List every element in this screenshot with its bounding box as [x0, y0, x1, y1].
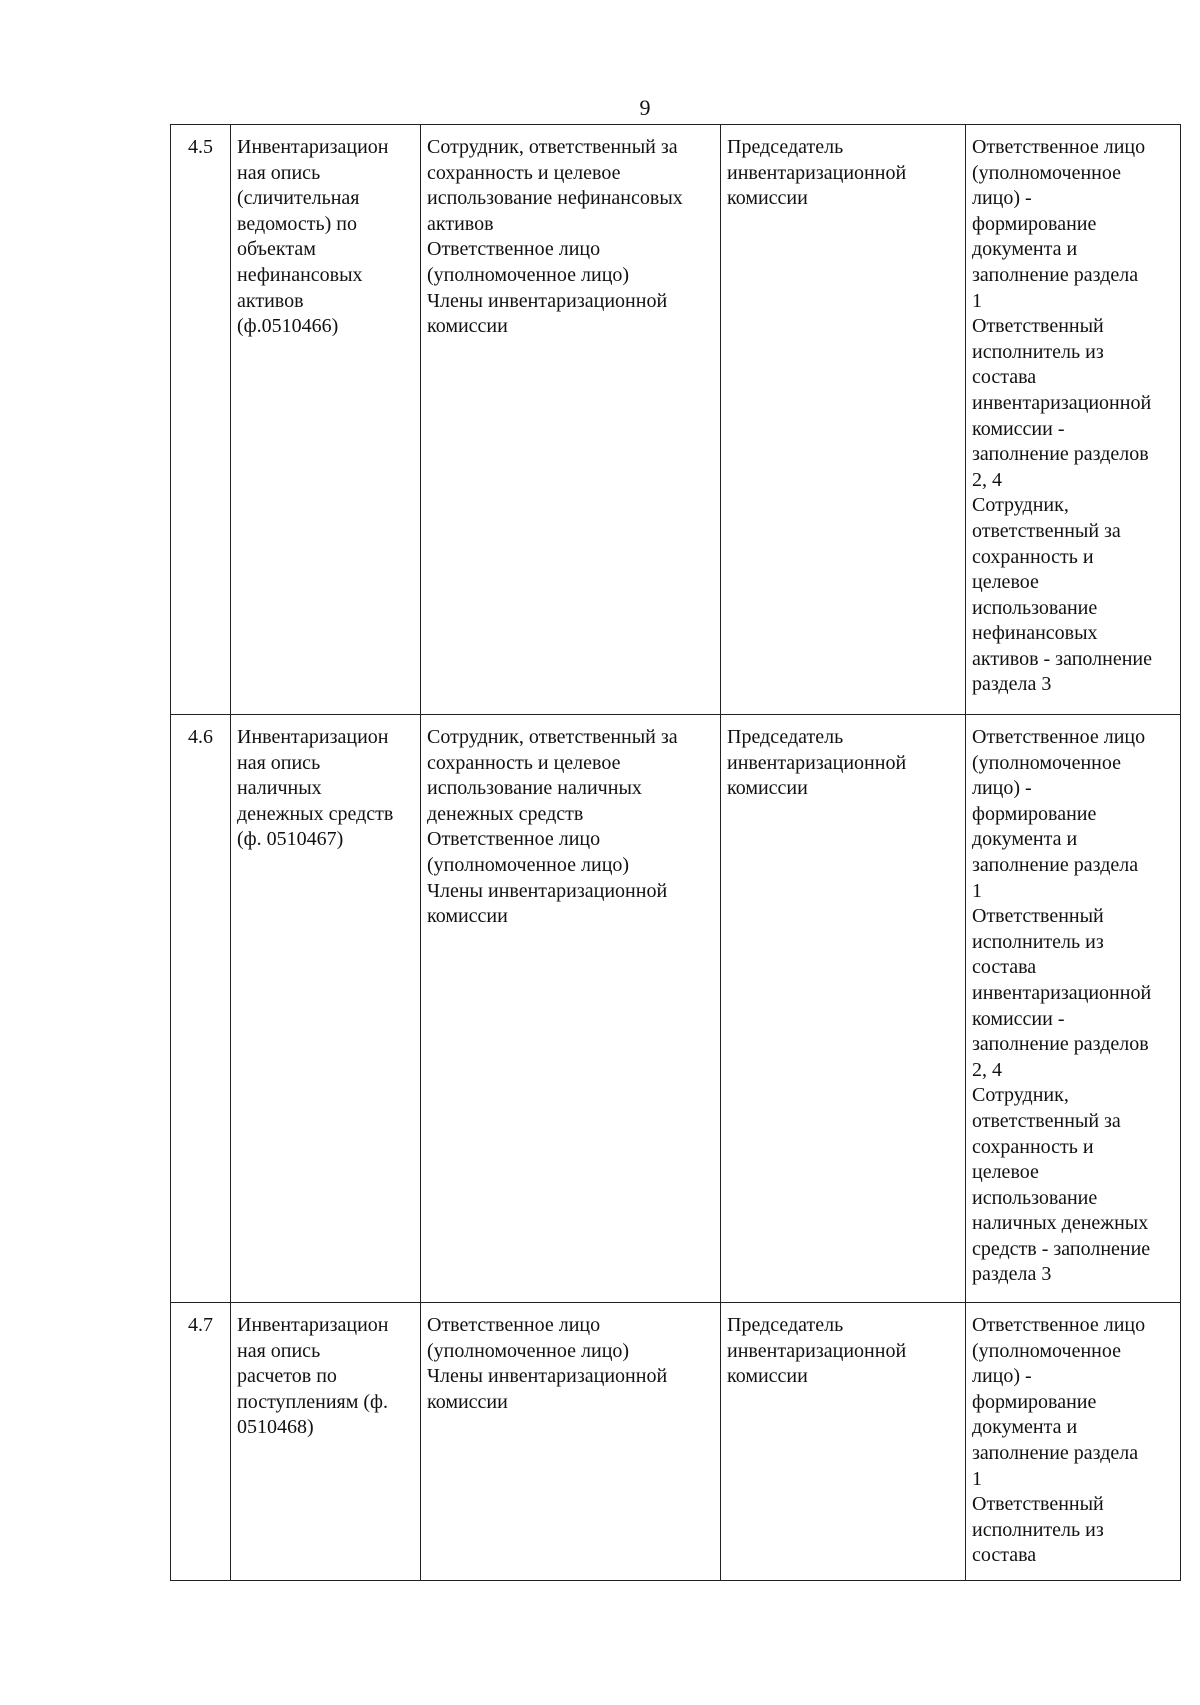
cell-text-line: заполнение разделов: [972, 1033, 1149, 1056]
cell-text-line: инвентаризационной: [727, 1339, 907, 1362]
cell-text-line: лицо) -: [972, 777, 1032, 800]
document-name-cell: [231, 1303, 421, 1581]
cell-text-line: комиссии -: [972, 417, 1065, 440]
cell-text-line: Сотрудник,: [972, 1084, 1069, 1107]
cell-text-line: использование нефинансовых: [427, 187, 683, 210]
cell-text-line: состава: [972, 956, 1037, 979]
cell-text-line: исполнитель из: [972, 340, 1104, 363]
cell-text-line: использование: [972, 596, 1098, 619]
table-row: [171, 1303, 1181, 1581]
row-number: 4.7: [171, 1303, 231, 1581]
cell-text-line: (уполномоченное лицо): [427, 263, 630, 286]
row-number: 4.5: [171, 125, 231, 715]
cell-text-line: сохранность и: [972, 545, 1094, 568]
cell-text-line: раздела 3: [972, 673, 1052, 696]
cell-text-line: инвентаризационной: [727, 161, 907, 184]
row-number: 4.6: [171, 715, 231, 1303]
cell-text-line: формирование: [972, 212, 1097, 235]
cell-text-line: расчетов по: [237, 1365, 337, 1388]
cell-text-line: сохранность и целевое: [427, 161, 621, 184]
cell-text-line: ответственный за: [972, 519, 1121, 542]
cell-text-line: комиссии: [727, 777, 808, 800]
cell-text-line: денежных средств: [237, 802, 394, 825]
cell-text-line: Сотрудник, ответственный за: [427, 726, 678, 748]
cell-text-line: Ответственный: [972, 315, 1104, 338]
cell-text-line: ответственный за: [972, 1109, 1121, 1132]
cell-text-line: комиссии -: [972, 1007, 1065, 1030]
cell-text-line: документа и: [972, 828, 1078, 851]
cell-text-line: Ответственный: [972, 905, 1104, 928]
responsible-persons-cell: [421, 715, 721, 1303]
cell-text-line: сохранность и: [972, 1135, 1094, 1158]
page-number: 9: [639, 95, 651, 120]
document-name-cell: [231, 715, 421, 1303]
cell-text-line: Председатель: [727, 1314, 844, 1336]
cell-text-line: Ответственное лицо: [972, 1314, 1146, 1336]
cell-text-line: (сличительная: [237, 187, 360, 210]
cell-text-line: лицо) -: [972, 187, 1032, 210]
cell-text-line: средств - заполнение: [972, 1237, 1151, 1260]
cell-text-line: Ответственное лицо: [427, 828, 601, 851]
cell-text-line: формирование: [972, 1390, 1097, 1413]
signer-cell: [721, 1303, 966, 1581]
filling-duties-cell: [966, 1303, 1181, 1581]
cell-text-line: (уполномоченное: [972, 751, 1122, 774]
cell-text-line: Председатель: [727, 726, 844, 748]
cell-text-line: комиссии: [427, 905, 508, 928]
cell-text-line: Члены инвентаризационной: [427, 289, 668, 312]
cell-text-line: комиссии: [427, 315, 508, 338]
cell-text-line: 1: [972, 879, 982, 902]
cell-text-line: Члены инвентаризационной: [427, 879, 668, 902]
cell-text-line: Инвентаризацион: [237, 1314, 389, 1336]
responsible-persons-cell: [421, 125, 721, 715]
cell-text-line: использование: [972, 1186, 1098, 1209]
cell-text-line: Ответственный: [972, 1493, 1104, 1516]
document-table: [170, 124, 1181, 1581]
cell-text-line: использование наличных: [427, 777, 642, 800]
cell-text-line: ведомость) по: [237, 212, 357, 235]
cell-text-line: активов: [237, 289, 304, 312]
cell-text-line: инвентаризационной: [972, 981, 1152, 1004]
cell-text-line: целевое: [972, 571, 1039, 594]
cell-text-line: комиссии: [427, 1390, 508, 1413]
cell-text-line: Председатель: [727, 136, 844, 158]
cell-text-line: раздела 3: [972, 1263, 1052, 1286]
cell-text-line: наличных денежных: [972, 1212, 1149, 1235]
cell-text-line: (уполномоченное лицо): [427, 853, 630, 876]
cell-text-line: (ф.0510466): [237, 315, 339, 338]
cell-text-line: ная опись: [237, 1339, 321, 1362]
cell-text-line: Инвентаризацион: [237, 136, 389, 158]
cell-text-line: формирование: [972, 802, 1097, 825]
cell-text-line: активов: [427, 212, 494, 235]
signer-cell: [721, 715, 966, 1303]
cell-text-line: Ответственное лицо: [427, 238, 601, 261]
cell-text-line: (ф. 0510467): [237, 828, 344, 851]
cell-text-line: документа и: [972, 1416, 1078, 1439]
cell-text-line: исполнитель из: [972, 930, 1104, 953]
cell-text-line: состава: [972, 1544, 1037, 1567]
cell-text-line: заполнение разделов: [972, 443, 1149, 466]
cell-text-line: лицо) -: [972, 1365, 1032, 1388]
cell-text-line: Инвентаризацион: [237, 726, 389, 748]
cell-text-line: 1: [972, 1467, 982, 1490]
cell-text-line: (уполномоченное лицо): [427, 1339, 630, 1362]
cell-text-line: Сотрудник, ответственный за: [427, 136, 678, 158]
document-name-cell: [231, 125, 421, 715]
signer-cell: [721, 125, 966, 715]
cell-text-line: комиссии: [727, 1365, 808, 1388]
cell-text-line: исполнитель из: [972, 1518, 1104, 1541]
cell-text-line: Ответственное лицо: [427, 1314, 601, 1336]
cell-text-line: заполнение раздела: [972, 263, 1139, 286]
table-row: [171, 125, 1181, 715]
filling-duties-cell: [966, 125, 1181, 715]
cell-text-line: комиссии: [727, 187, 808, 210]
cell-text-line: Ответственное лицо: [972, 726, 1146, 748]
cell-text-line: документа и: [972, 238, 1078, 261]
cell-text-line: (уполномоченное: [972, 161, 1122, 184]
cell-text-line: поступлениям (ф.: [237, 1390, 388, 1413]
cell-text-line: наличных: [237, 777, 322, 800]
responsible-persons-cell: [421, 1303, 721, 1581]
cell-text-line: 1: [972, 289, 982, 312]
cell-text-line: Члены инвентаризационной: [427, 1365, 668, 1388]
cell-text-line: состава: [972, 366, 1037, 389]
cell-text-line: сохранность и целевое: [427, 751, 621, 774]
cell-text-line: нефинансовых: [972, 622, 1098, 645]
cell-text-line: 0510468): [237, 1416, 314, 1439]
cell-text-line: денежных средств: [427, 802, 584, 825]
cell-text-line: Ответственное лицо: [972, 136, 1146, 158]
cell-text-line: Сотрудник,: [972, 494, 1069, 517]
cell-text-line: объектам: [237, 238, 316, 261]
table-row: [171, 715, 1181, 1303]
cell-text-line: ная опись: [237, 161, 321, 184]
cell-text-line: (уполномоченное: [972, 1339, 1122, 1362]
filling-duties-cell: [966, 715, 1181, 1303]
cell-text-line: активов - заполнение: [972, 647, 1152, 670]
cell-text-line: инвентаризационной: [972, 391, 1152, 414]
cell-text-line: заполнение раздела: [972, 853, 1139, 876]
cell-text-line: инвентаризационной: [727, 751, 907, 774]
cell-text-line: заполнение раздела: [972, 1441, 1139, 1464]
cell-text-line: 2, 4: [972, 468, 1002, 491]
cell-text-line: нефинансовых: [237, 263, 363, 286]
cell-text-line: 2, 4: [972, 1058, 1002, 1081]
cell-text-line: ная опись: [237, 751, 321, 774]
cell-text-line: целевое: [972, 1161, 1039, 1184]
